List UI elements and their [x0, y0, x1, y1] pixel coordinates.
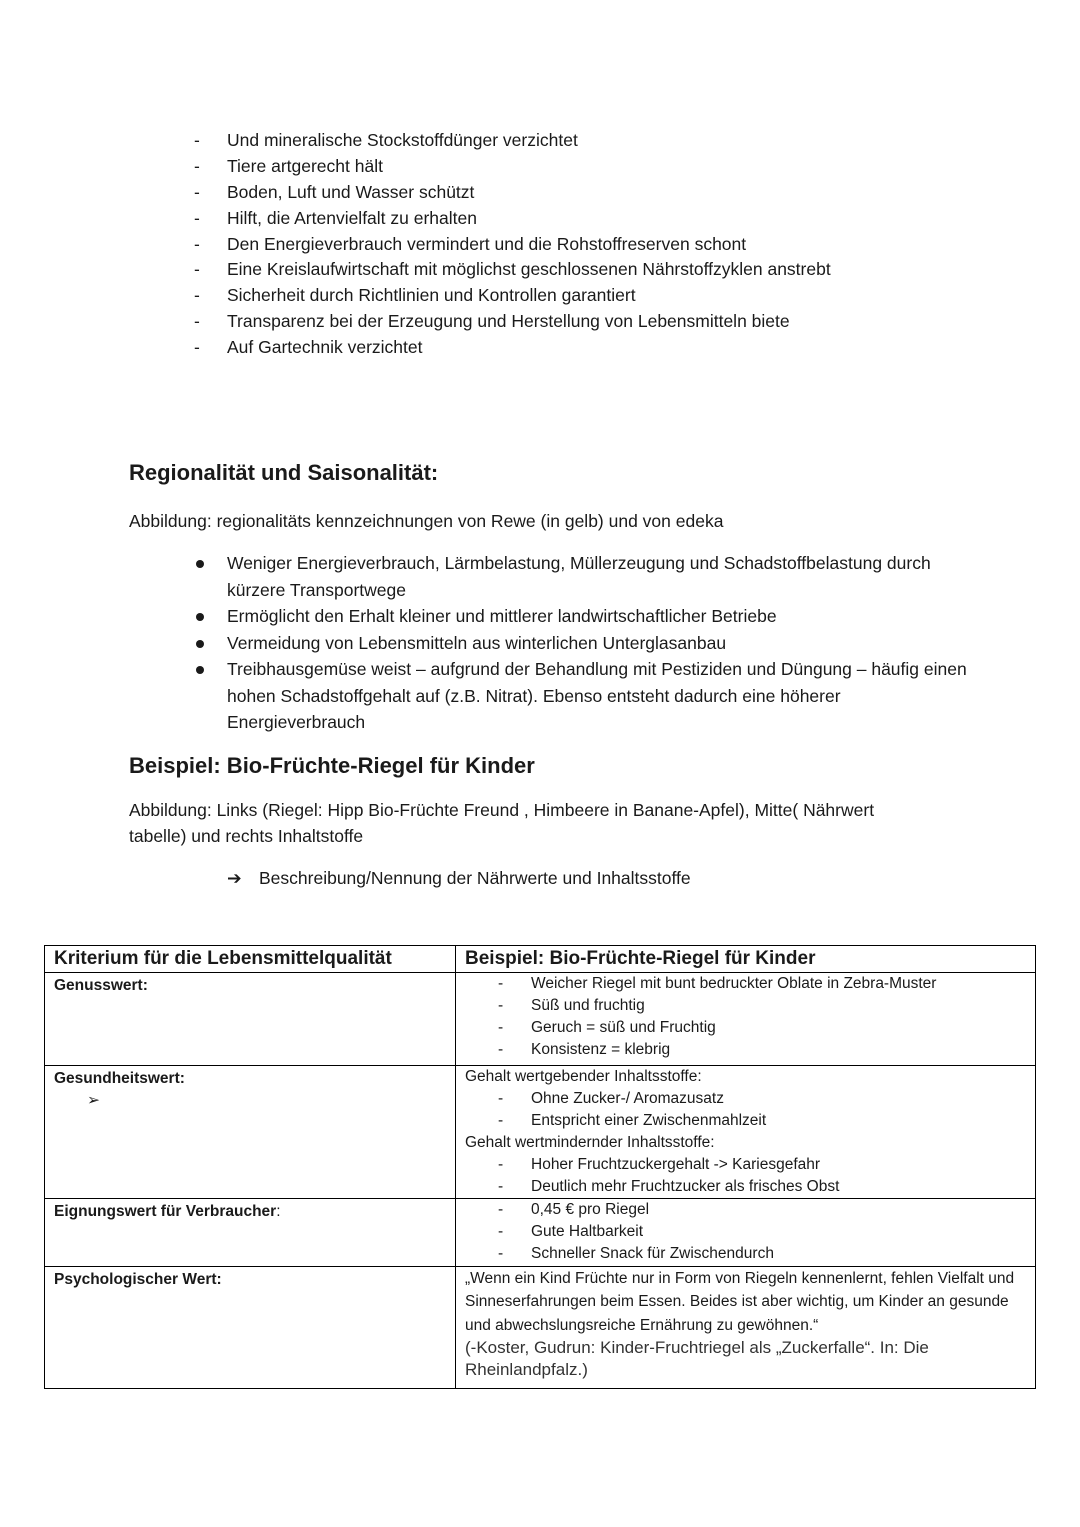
list-item: - Und mineralische Stockstoffdünger verzichtet [194, 130, 578, 150]
eignung-label-cell: Eignungswert für Verbraucher: [45, 1199, 456, 1267]
list-item: Treibhausgemüse weist – aufgrund der Behandlung mit Pestiziden und Düngung – häufig einen hohen Schadstoffgehalt auf (z.B. Nitrat). Ebenso entsteht dadurch eine höherer Energieverbrauch [0, 656, 1080, 736]
list-item: - Sicherheit durch Richtlinien und Kontrollen garantiert [194, 285, 636, 306]
table-row [45, 1199, 1036, 1267]
example-caption-line2: tabelle) und rechts Inhaltstoffe [129, 826, 364, 846]
table-header-criterion: Kriterium für die Lebensmittelqualität [45, 946, 456, 973]
bullet-icon [196, 666, 204, 674]
table-header-example: Beispiel: Bio-Früchte-Riegel für Kinder [456, 946, 1036, 973]
regional-caption: Abbildung: regionalitäts kennzeichnungen von Rewe (in gelb) und von edeka [129, 511, 724, 531]
arrow-right-icon: ➔ [227, 868, 242, 888]
list-item: - Tiere artgerecht hält [194, 155, 383, 176]
list-item: - Transparenz bei der Erzeugung und Herstellung von Lebensmitteln biete [194, 311, 790, 332]
quote-source: (-Koster, Gudrun: Kinder-Fruchtriegel als „Zuckerfalle“. In: Die Rheinlandpfalz.) [465, 1338, 929, 1380]
psycho-cell [456, 1267, 1036, 1389]
table-row [45, 973, 1036, 1066]
arrow-line: ➔ Beschreibung/Nennung der Nährwerte und Inhaltsstoffe [227, 865, 691, 891]
genuss-label: Genusswert: [45, 973, 456, 1066]
quote-text: „Wenn ein Kind Früchte nur in Form von Riegeln kennenlernt, fehlen Vielfalt und Sinneserfahrungen beim Essen. Beides ist aber wichtig, um Kinder an gesunde und abwechslungsreiche Ernährung zu gewöhnen.“ [465, 1270, 1015, 1334]
example-heading: Beispiel: Bio-Früchte-Riegel für Kinder [129, 753, 535, 778]
arrowhead-icon: ➢ [87, 1092, 100, 1109]
gesundheit-label-cell: Gesundheitswert: ➢ [45, 1066, 456, 1199]
quality-table [44, 945, 1036, 1389]
psycho-label: Psychologischer Wert: [45, 1267, 456, 1389]
list-item: - Eine Kreislaufwirtschaft mit möglichst geschlossenen Nährstoffzyklen anstrebt [194, 259, 831, 280]
table-header-row [45, 946, 1036, 973]
intro-dash-list [0, 128, 1080, 361]
bullet-icon [196, 560, 204, 568]
list-item: - Auf Gartechnik verzichtet [194, 337, 423, 358]
regional-bullet-list [0, 550, 1080, 736]
bullet-icon [196, 640, 204, 648]
bullet-icon [196, 613, 204, 621]
list-item: Vermeidung von Lebensmitteln aus winterlichen Unterglasanbau [0, 630, 1080, 657]
gesundheit-cell: Gehalt wertgebender Inhaltsstoffe: - Ohne Zucker-/ Aromazusatz - Entspricht einer Zwischenmahlzeit Gehalt wertmindernder Inhaltsstoffe: - Hoher Fruchtzuckergehalt -> Kariesgefahr - Deutlich mehr Fruchtzucker als frisches Obst [456, 1066, 1036, 1199]
example-caption-line1: Abbildung: Links (Riegel: Hipp Bio-Früchte Freund , Himbeere in Banane-Apfel), Mitte( Nährwert [129, 800, 875, 820]
list-item: Weniger Energieverbrauch, Lärmbelastung, Müllerzeugung und Schadstoffbelastung durch kürzere Transportwege [0, 550, 1080, 603]
list-item: Ermöglicht den Erhalt kleiner und mittlerer landwirtschaftlicher Betriebe [0, 603, 1080, 630]
table-row [45, 1066, 1036, 1199]
list-item: - Boden, Luft und Wasser schützt [194, 181, 475, 202]
regional-heading: Regionalität und Saisonalität: [129, 460, 439, 485]
list-item: - Den Energieverbrauch vermindert und die Rohstoffreserven schont [194, 233, 747, 254]
eignung-cell: - 0,45 € pro Riegel - Gute Haltbarkeit - Schneller Snack für Zwischendurch [456, 1199, 1036, 1267]
genuss-cell: - Weicher Riegel mit bunt bedruckter Oblate in Zebra-Muster - Süß und fruchtig - Geruch = süß und Fruchtig - Konsistenz = klebrig [456, 973, 1036, 1066]
table-row [45, 1267, 1036, 1389]
list-item: - Hilft, die Artenvielfalt zu erhalten [194, 207, 477, 228]
